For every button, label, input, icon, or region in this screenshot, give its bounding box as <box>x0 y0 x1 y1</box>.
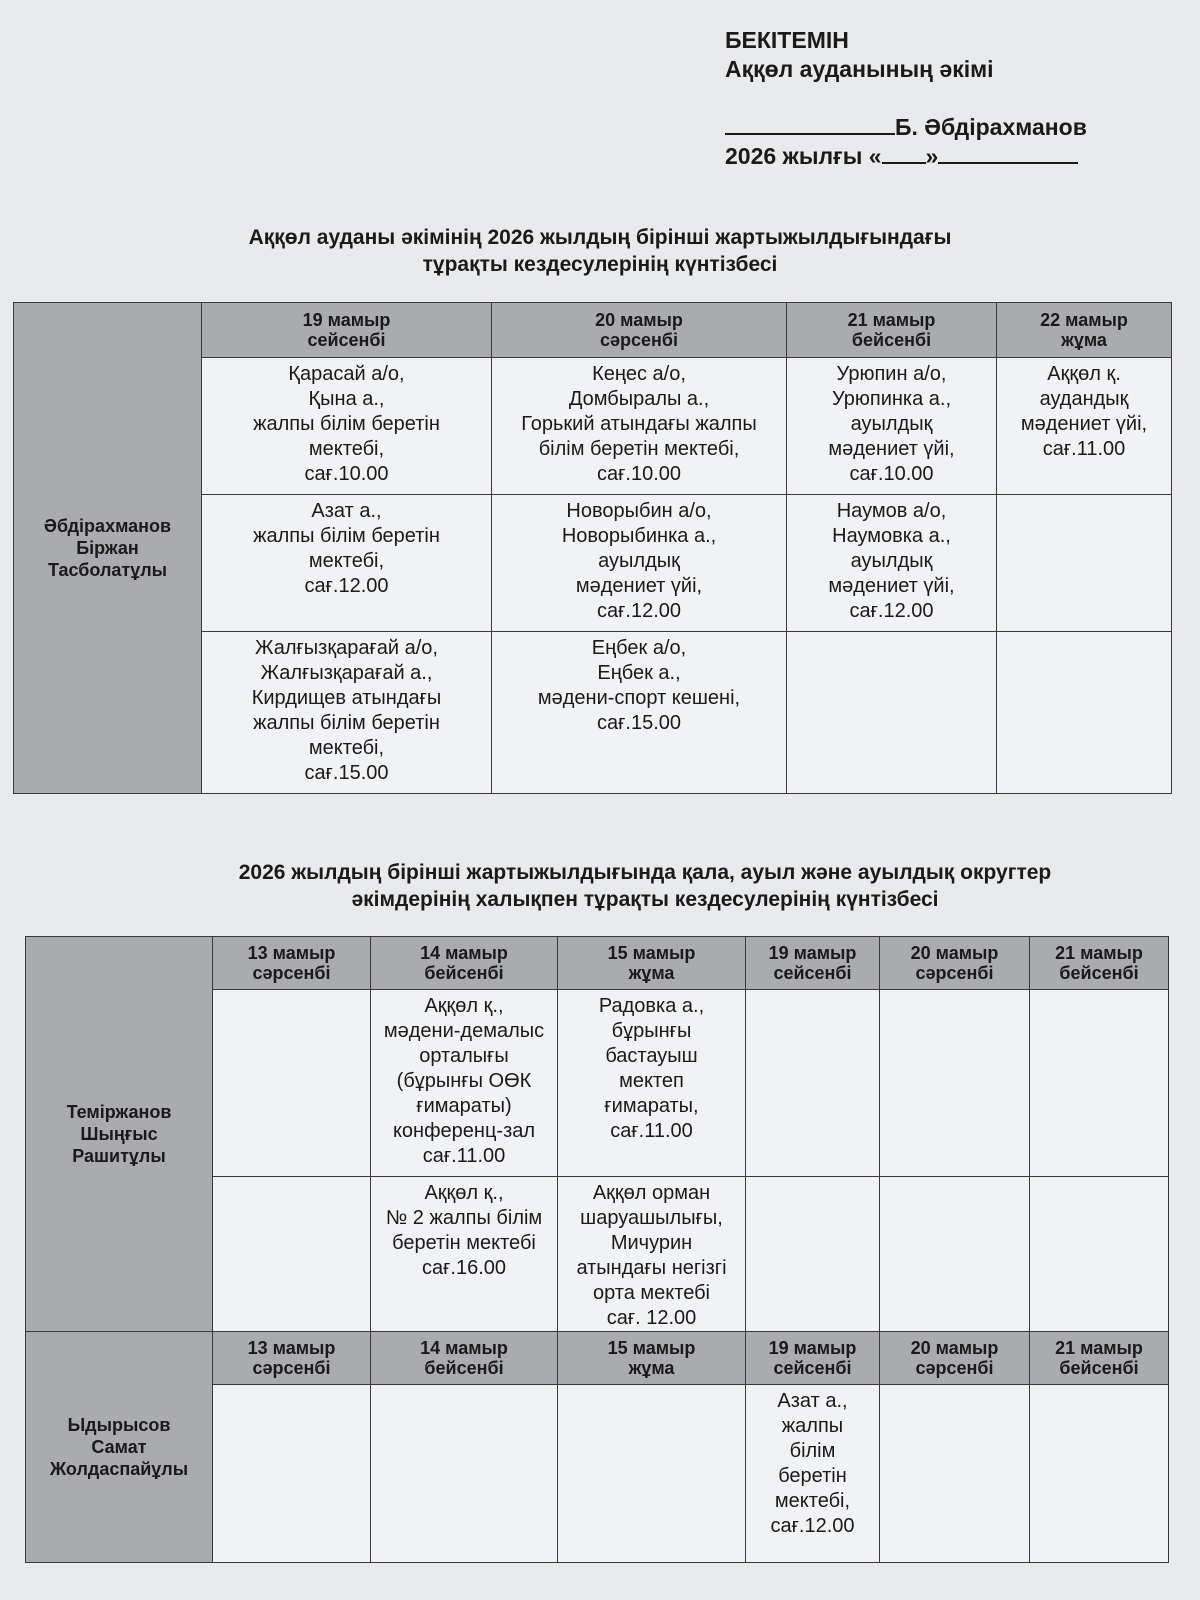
table-header-row <box>14 303 1172 358</box>
approval-signer: Б. Әбдірахманов <box>895 114 1087 140</box>
meeting-cell: Кеңес а/о, Домбыралы а., Горький атындағы жалпы білім беретін мектебі, сағ.10.00 <box>492 358 787 495</box>
date-header: 13 мамыр сәрсенбі <box>213 1332 371 1385</box>
approval-date-line <box>725 142 1087 171</box>
meeting-cell: Азат а., жалпы білім беретін мектебі, сағ.12.00 <box>202 495 492 632</box>
meeting-cell <box>1030 1385 1169 1563</box>
person-cell: Ыдырысов Самат Жолдаспайұлы <box>26 1332 213 1563</box>
date-day-blank <box>882 162 926 164</box>
table-header-row <box>26 1332 1169 1385</box>
date-header: 21 мамыр бейсенбі <box>1030 937 1169 990</box>
approval-heading: БЕКІТЕМІН <box>725 27 849 53</box>
meeting-cell <box>213 1177 371 1332</box>
akim-schedule-table <box>13 302 1172 794</box>
meeting-cell <box>1030 1177 1169 1332</box>
date-header: 22 мамыр жұма <box>997 303 1172 358</box>
meeting-cell <box>213 990 371 1177</box>
meeting-cell: Қарасай а/о, Қына а., жалпы білім беретін мектебі, сағ.10.00 <box>202 358 492 495</box>
date-header: 13 мамыр сәрсенбі <box>213 937 371 990</box>
approval-date-mid: » <box>925 143 939 169</box>
person-cell: Теміржанов Шыңғыс Рашитұлы <box>26 937 213 1332</box>
rural-akims-schedule-table <box>25 936 1169 1563</box>
date-header: 21 мамыр бейсенбі <box>1030 1332 1169 1385</box>
meeting-cell <box>371 1385 558 1563</box>
meeting-cell <box>787 632 997 794</box>
date-header: 15 мамыр жұма <box>558 937 746 990</box>
meeting-cell: Еңбек а/о, Еңбек а., мәдени-спорт кешені, сағ.15.00 <box>492 632 787 794</box>
date-header: 20 мамыр сәрсенбі <box>880 1332 1030 1385</box>
meeting-cell: Наумов а/о, Наумовка а., ауылдық мәдениет үйі, сағ.12.00 <box>787 495 997 632</box>
date-header: 14 мамыр бейсенбі <box>371 937 558 990</box>
date-header: 20 мамыр сәрсенбі <box>492 303 787 358</box>
date-header: 19 мамыр сейсенбі <box>202 303 492 358</box>
meeting-cell <box>213 1385 371 1563</box>
meeting-cell <box>558 1385 746 1563</box>
meeting-cell <box>880 1385 1030 1563</box>
date-header: 19 мамыр сейсенбі <box>746 1332 880 1385</box>
meeting-cell <box>997 632 1172 794</box>
date-header: 14 мамыр бейсенбі <box>371 1332 558 1385</box>
meeting-cell: Аққөл қ. аудандық мәдениет үйі, сағ.11.00 <box>997 358 1172 495</box>
approval-signature-line <box>725 113 1087 142</box>
meeting-cell: Аққөл қ., № 2 жалпы білім беретін мектебі сағ.16.00 <box>371 1177 558 1332</box>
meeting-cell: Радовка а., бұрынғы бастауыш мектеп ғимараты, сағ.11.00 <box>558 990 746 1177</box>
meeting-cell: Урюпин а/о, Урюпинка а., ауылдық мәдениет үйі, сағ.10.00 <box>787 358 997 495</box>
meeting-cell: Аққөл қ., мәдени-демалыс орталығы (бұрынғы ОӨК ғимараты) конференц-зал сағ.11.00 <box>371 990 558 1177</box>
date-header: 21 мамыр бейсенбі <box>787 303 997 358</box>
signature-blank <box>725 133 895 135</box>
meeting-cell <box>746 1177 880 1332</box>
section2-title <box>45 859 1200 913</box>
section1-title <box>0 224 1200 278</box>
approval-date-prefix: 2026 жылғы « <box>725 143 882 169</box>
meeting-cell <box>997 495 1172 632</box>
meeting-cell <box>746 990 880 1177</box>
meeting-cell <box>880 990 1030 1177</box>
section2-title-line2: әкімдерінің халықпен тұрақты кездесулерінің күнтізбесі <box>351 888 939 911</box>
date-month-blank <box>938 162 1078 164</box>
meeting-cell: Аққөл орман шаруашылығы, Мичурин атындағы негізгі орта мектебі сағ. 12.00 <box>558 1177 746 1332</box>
section1-title-line2: тұрақты кездесулерінің күнтізбесі <box>422 253 778 276</box>
approval-block <box>725 26 1087 171</box>
meeting-cell <box>1030 990 1169 1177</box>
meeting-cell <box>880 1177 1030 1332</box>
section2-title-line1: 2026 жылдың бірінші жартыжылдығында қала, ауыл және ауылдық округтер <box>238 861 1052 884</box>
person-cell: Әбдірахманов Біржан Тасболатұлы <box>14 303 202 794</box>
section1-title-line1: Аққөл ауданы әкімінің 2026 жылдың бірінші жартыжылдығындағы <box>248 226 952 249</box>
date-header: 20 мамыр сәрсенбі <box>880 937 1030 990</box>
meeting-cell: Новорыбин а/о, Новорыбинка а., ауылдық мәдениет үйі, сағ.12.00 <box>492 495 787 632</box>
meeting-cell: Азат а., жалпы білім беретін мектебі, сағ.12.00 <box>746 1385 880 1563</box>
date-header: 19 мамыр сейсенбі <box>746 937 880 990</box>
meeting-cell: Жалғызқарағай а/о, Жалғызқарағай а., Кирдищев атындағы жалпы білім беретін мектебі, сағ.15.00 <box>202 632 492 794</box>
date-header: 15 мамыр жұма <box>558 1332 746 1385</box>
table-header-row <box>26 937 1169 990</box>
approval-position: Аққөл ауданының әкімі <box>725 56 994 82</box>
